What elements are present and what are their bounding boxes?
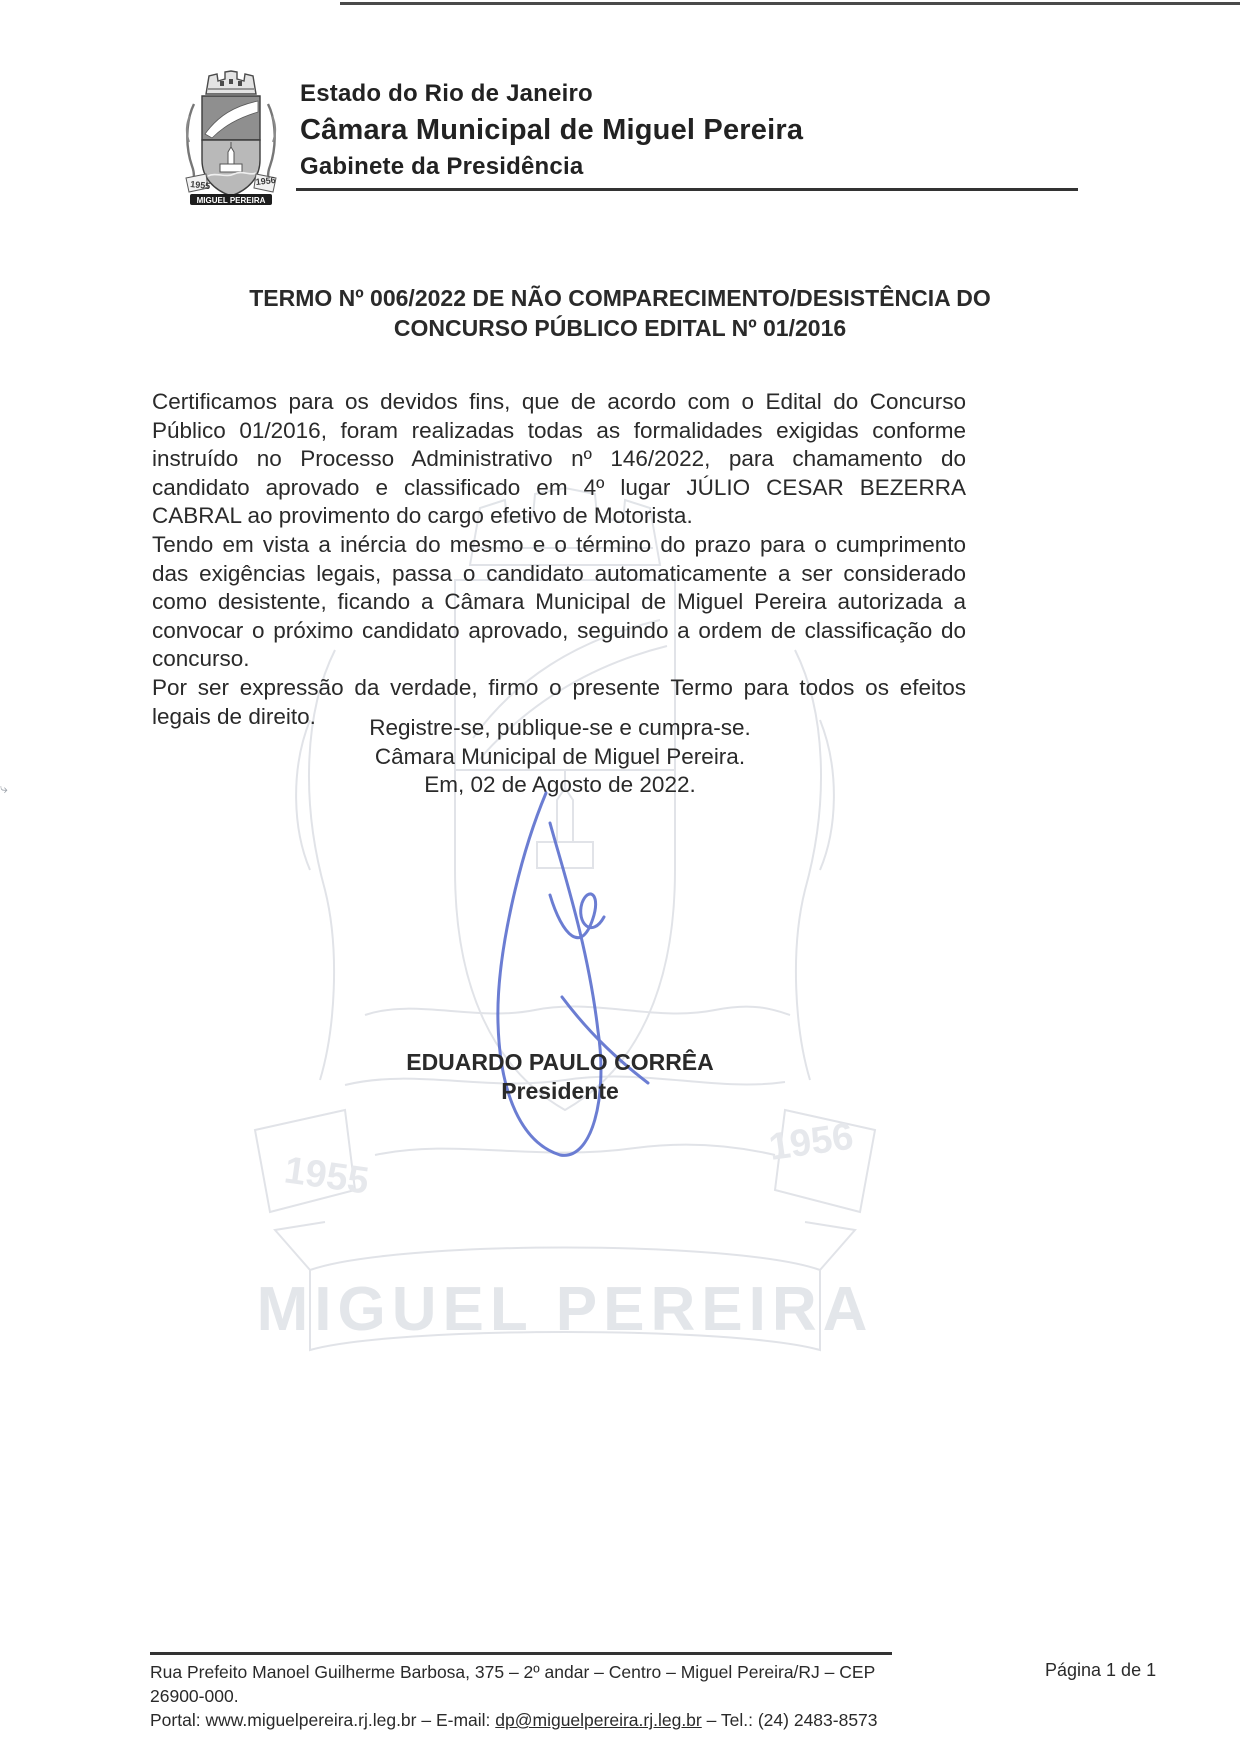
page-number: Página 1 de 1: [1045, 1660, 1157, 1680]
document-title-line2: CONCURSO PÚBLICO EDITAL Nº 01/2016: [393, 315, 847, 341]
document-title: [150, 283, 1090, 343]
body-paragraph-2: Tendo em vista a inércia do mesmo e o término do prazo para o cumprimento das exigências legais, passa o candidato automaticamente a ser considerado como desistente, ficando a Câmara Municipal de Miguel Pereira autorizada a convocar o próximo candidato aprovado, seguindo a ordem de classificação do concurso.: [152, 531, 966, 672]
signatory-title: Presidente: [501, 1078, 619, 1104]
letterhead-office: Gabinete da Presidência: [300, 153, 584, 180]
footer-address: Rua Prefeito Manoel Guilherme Barbosa, 375 – 2º andar – Centro – Miguel Pereira/RJ – CEP 26900-000.: [150, 1662, 875, 1706]
coat-of-arms-logo: [168, 68, 290, 206]
signatory-block: [150, 1048, 970, 1106]
letterhead: [300, 80, 1080, 181]
logo-year-left: 1955: [189, 179, 211, 192]
document-body: [152, 388, 966, 731]
footer-divider: [150, 1652, 892, 1655]
footer-portal-prefix: Portal: www.miguelpereira.rj.leg.br – E-mail:: [150, 1710, 496, 1730]
watermark-year-right: 1956: [766, 1115, 856, 1169]
signatory-name: EDUARDO PAULO CORRÊA: [406, 1049, 714, 1075]
letterhead-state: Estado do Rio de Janeiro: [300, 80, 593, 107]
letterhead-org: Câmara Municipal de Miguel Pereira: [300, 114, 804, 146]
closing-line2: Câmara Municipal de Miguel Pereira.: [374, 743, 746, 769]
closing-line1: Registre-se, publique-se e cumpra-se.: [369, 715, 751, 740]
watermark-year-left: 1955: [281, 1149, 372, 1203]
document-title-line1: TERMO Nº 006/2022 DE NÃO COMPARECIMENTO/DESISTÊNCIA DO: [249, 285, 991, 311]
margin-mark: ⤷: [0, 780, 8, 796]
footer-contact: [150, 1660, 930, 1732]
header-divider: [296, 188, 1078, 191]
closing-line3: Em, 02 de Agosto de 2022.: [424, 772, 696, 798]
footer-email-link[interactable]: dp@miguelpereira.rj.leg.br: [495, 1710, 702, 1730]
logo-banner-text: MIGUEL PEREIRA: [196, 196, 266, 205]
footer-portal-line: [150, 1708, 930, 1732]
handwritten-signature: [450, 775, 710, 1175]
footer-portal-suffix: – Tel.: (24) 2483-8573: [701, 1710, 878, 1730]
scan-edge-artifact: [340, 2, 1240, 5]
logo-year-right: 1956: [255, 174, 277, 187]
body-paragraph-1: Certificamos para os devidos fins, que de acordo com o Edital do Concurso Público 01/2016, foram realizadas todas as formalidades exigidas conforme instruído no Processo Administrativo nº 146/2022, para chamamento do candidato aprovado e classificado em 4º lugar JÚLIO CESAR BEZERRA CABRAL ao provimento do cargo efetivo de Motorista.: [152, 389, 966, 529]
watermark-banner-text: MIGUEL PEREIRA: [256, 1275, 874, 1344]
closing-block: [150, 714, 970, 800]
body-paragraph-3: Por ser expressão da verdade, firmo o presente Termo para todos os efeitos legais de direito.: [152, 674, 966, 729]
